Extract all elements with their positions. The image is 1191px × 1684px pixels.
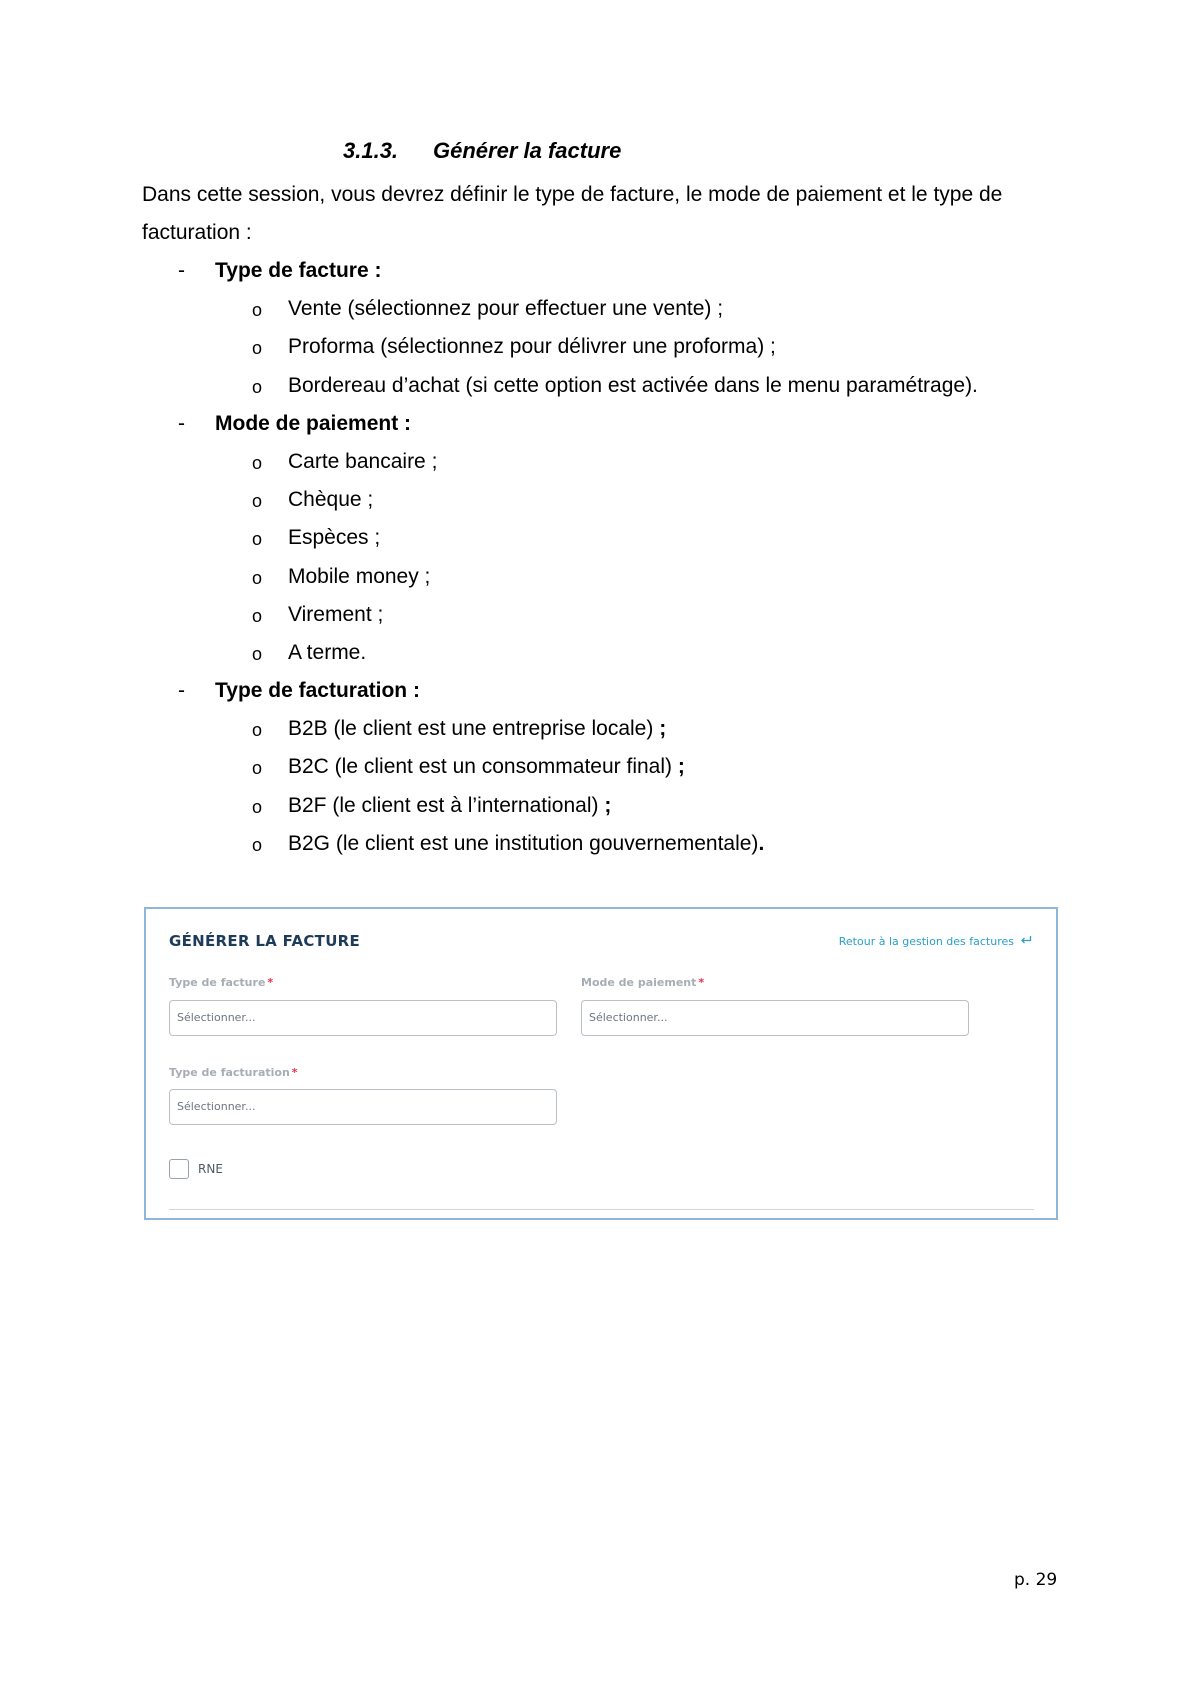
list-item [142,825,1062,863]
circle-bullet: o [252,567,263,588]
circle-bullet: o [252,300,263,321]
dash-bullet: - [178,411,185,435]
required-mark: * [698,976,705,989]
group-title-type-facturation [142,672,1062,710]
back-link-label: Retour à la gestion des factures [838,935,1014,948]
mode-paiement-select[interactable]: Sélectionner... [581,1000,969,1036]
circle-bullet: o [252,720,263,741]
list-item [142,748,1062,786]
list-item [142,634,1062,672]
options-list [142,252,1062,863]
item-terminator: . [758,831,765,855]
list-item [142,328,1062,366]
group-title-mode-paiement [142,405,1062,443]
return-arrow-icon [1020,935,1032,948]
back-to-invoices-link[interactable] [839,935,1032,948]
type-facturation-select[interactable]: Sélectionner... [169,1089,557,1125]
list-item [142,481,1062,519]
section-number: 3.1.3. [343,138,399,163]
item-text: Carte bancaire ; [288,449,438,473]
group-title-type-facture [142,252,1062,290]
type-facture-select[interactable]: Sélectionner... [169,1000,557,1036]
type-facture-label: Type de facture * [169,976,274,989]
type-facturation-label: Type de facturation * [169,1066,298,1079]
group-label: Mode de paiement : [215,411,412,435]
list-item [142,596,1062,634]
item-text: Proforma (sélectionnez pour délivrer une proforma) ; [288,335,776,359]
list-item [142,519,1062,557]
item-text: Vente (sélectionnez pour effectuer une vente) ; [288,297,724,321]
item-text: B2C (le client est un consommateur final) [288,755,678,779]
list-item [142,787,1062,825]
item-text: Virement ; [288,602,384,626]
list-item [142,443,1062,481]
dash-bullet: - [178,679,185,703]
circle-bullet: o [252,338,263,359]
circle-bullet: o [252,529,263,550]
mode-paiement-label: Mode de paiement * [581,976,705,989]
circle-bullet: o [252,834,263,855]
circle-bullet: o [252,758,263,779]
intro-paragraph: Dans cette session, vous devrez définir le type de facture, le mode de paiement et le type de facturation : [142,183,1003,244]
section-heading [343,138,621,164]
item-text: Bordereau d’achat (si cette option est activée dans le menu paramétrage). [288,373,978,397]
rne-checkbox[interactable] [169,1159,189,1179]
list-item [142,367,1062,405]
required-mark: * [267,976,274,989]
item-terminator: ; [659,717,667,741]
list-item [142,290,1062,328]
panel-title: GÉNÉRER LA FACTURE [169,932,361,950]
page-number: p. 29 [1014,1570,1058,1590]
circle-bullet: o [252,491,263,512]
circle-bullet: o [252,643,263,664]
circle-bullet: o [252,796,263,817]
item-terminator: ; [604,793,612,817]
item-text: Espèces ; [288,526,381,550]
rne-checkbox-label: RNE [198,1162,223,1176]
group-label: Type de facturation : [215,679,420,703]
generate-invoice-panel [144,907,1058,1220]
item-text: Mobile money ; [288,564,431,588]
divider [169,1209,1034,1210]
item-text: B2G (le client est une institution gouvernementale) [288,831,759,855]
dash-bullet: - [178,259,185,282]
item-text: B2F (le client est à l’international) [288,793,605,817]
circle-bullet: o [252,452,263,473]
required-mark: * [291,1066,298,1079]
item-text: Chèque ; [288,488,374,512]
item-terminator: ; [677,755,685,779]
item-text: B2B (le client est une entreprise locale) [288,717,660,741]
list-item [142,710,1062,748]
circle-bullet: o [252,376,263,397]
list-item [142,558,1062,596]
item-text: A terme. [288,640,367,664]
group-label: Type de facture : [215,259,382,282]
circle-bullet: o [252,605,263,626]
section-title: Générer la facture [433,138,622,163]
